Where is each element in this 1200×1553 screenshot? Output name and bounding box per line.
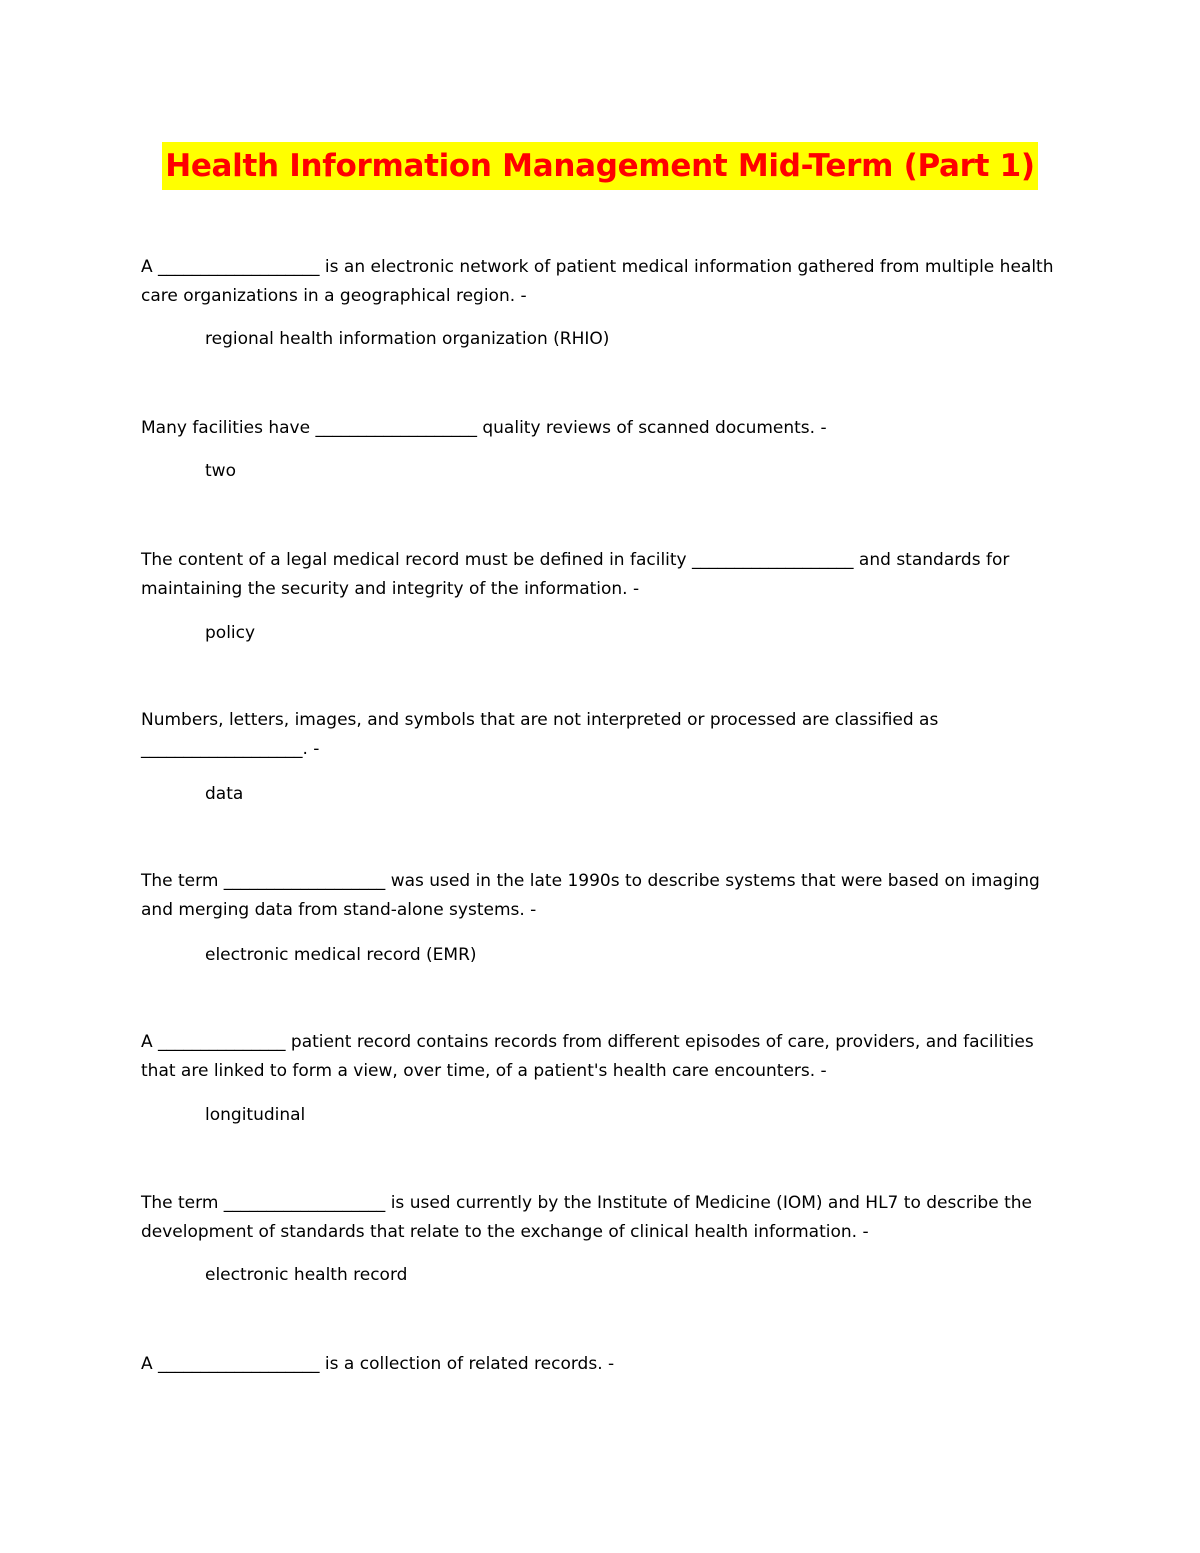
question-8: A ___________________ is a collection of related records. - [141, 1354, 615, 1374]
question-1: A ___________________ is an electronic network of patient medical information gathered from multiple health care organizations in a geographical region. - [141, 257, 1054, 306]
answer-7: electronic health record [205, 1265, 408, 1285]
question-5: The term ___________________ was used in the late 1990s to describe systems that were based on imaging and merging data from stand-alone systems. - [141, 871, 1040, 920]
answer-4: data [205, 784, 244, 804]
answer-5: electronic medical record (EMR) [205, 945, 477, 965]
question-3: The content of a legal medical record must be defined in facility ___________________ and standards for maintaining the security and integrity of the information. - [141, 550, 1010, 599]
document-title: Health Information Management Mid-Term (Part 1) [162, 142, 1038, 190]
answer-6: longitudinal [205, 1105, 306, 1125]
answer-3: policy [205, 623, 256, 643]
answer-1: regional health information organization (RHIO) [205, 329, 610, 349]
question-7: The term ___________________ is used currently by the Institute of Medicine (IOM) and HL7 to describe the development of standards that relate to the exchange of clinical health information. - [141, 1193, 1032, 1242]
answer-2: two [205, 461, 236, 481]
question-2: Many facilities have ___________________ quality reviews of scanned documents. - [141, 418, 827, 438]
question-6: A _______________ patient record contains records from different episodes of care, providers, and facilities that are linked to form a view, over time, of a patient's health care encounters. - [141, 1032, 1034, 1081]
title-container [0, 142, 1200, 190]
question-4: Numbers, letters, images, and symbols that are not interpreted or processed are classified as ___________________. - [141, 710, 939, 759]
